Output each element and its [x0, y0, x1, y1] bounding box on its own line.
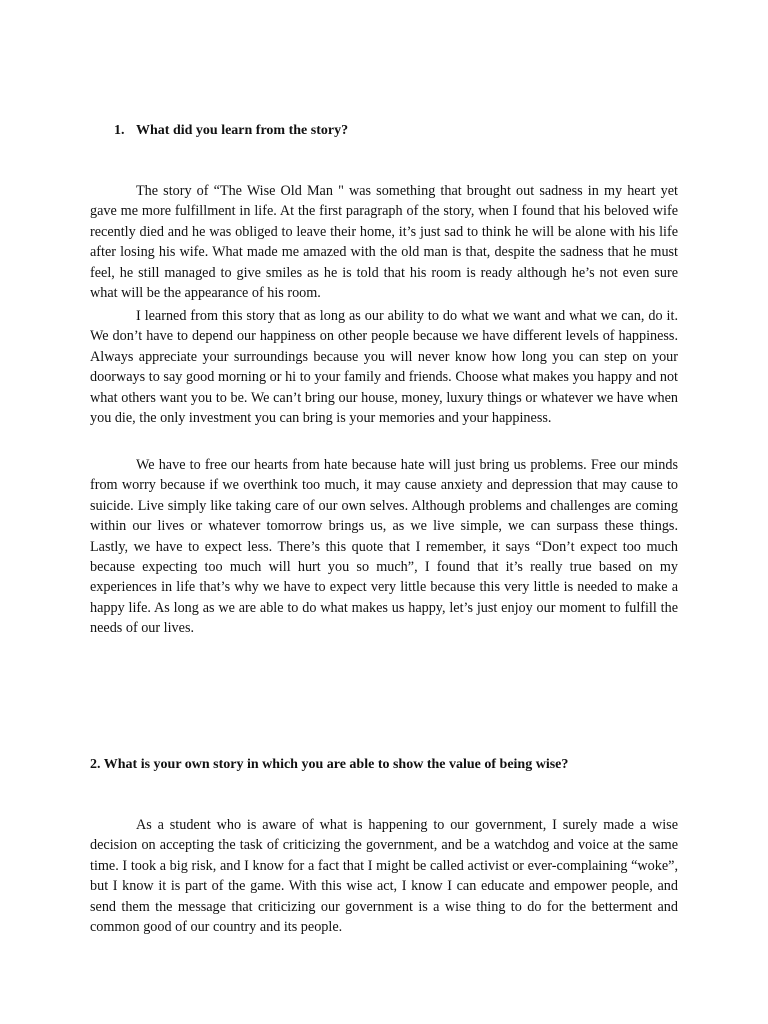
answer-1-paragraph-3: We have to free our hearts from hate because hate will just bring us problems. Free our minds from worry because if we overthink too much, it may cause anxiety and depression that may cause to suicide. Live simply like taking care of our own selves. Although problems and challenges are coming within our lives or whatever tomorrow brings us, as we live simple, we can surpass these things. Lastly, we have to expect less. There’s this quote that I remember, it says “Don’t expect too much because expecting too much will hurt you so much”, I found that it’s really true based on my experiences in life that’s why we have to expect very little because this very little is needed to make a happy life. As long as we are able to do what makes us happy, let’s just enjoy our moment to fulfill the needs of our lives.	[90, 457, 678, 637]
question-2-heading: 2. What is your own story in which you are able to show the value of being wise?	[90, 757, 569, 772]
answer-1-paragraph-1: The story of “The Wise Old Man " was something that brought out sadness in my heart yet gave me more fulfillment in life. At the first paragraph of the story, when I found that his beloved wife recently died and he was obliged to leave their home, it’s just sad to think he will be alone with his life after losing his wife. What made me amazed with the old man is that, despite the sadness that he must feel, he still managed to give smiles as he is told that his room is ready although he’s not even sure what will be the appearance of his room.	[90, 183, 678, 302]
question-1-heading	[114, 123, 348, 139]
answer-2-paragraph-1: As a student who is aware of what is happening to our government, I surely made a wise decision on accepting the task of criticizing the government, and be a watchdog and voice at the same time. I took a big risk, and I know for a fact that I might be called activist or ever-complaining “woke”, but I know it is part of the game. With this wise act, I know I can educate and empower people, and send them the message that criticizing our government is a wise thing to do for the betterment and common good of our country and its people.	[90, 817, 678, 936]
question-1-text: What did you learn from the story?	[136, 123, 349, 138]
answer-1-paragraph-2: I learned from this story that as long as our ability to do what we want and what we can, do it. We don’t have to depend our happiness on other people because we have different levels of happiness. Always appreciate your surroundings because you will never know how long you can step on your doorways to say good morning or hi to your family and friends. Choose what makes you happy and not what others want you to be. We can’t bring our house, money, luxury things or whatever we have when you die, the only investment you can bring is your memories and your happiness.	[90, 308, 678, 427]
question-1-number: 1.	[114, 123, 125, 138]
